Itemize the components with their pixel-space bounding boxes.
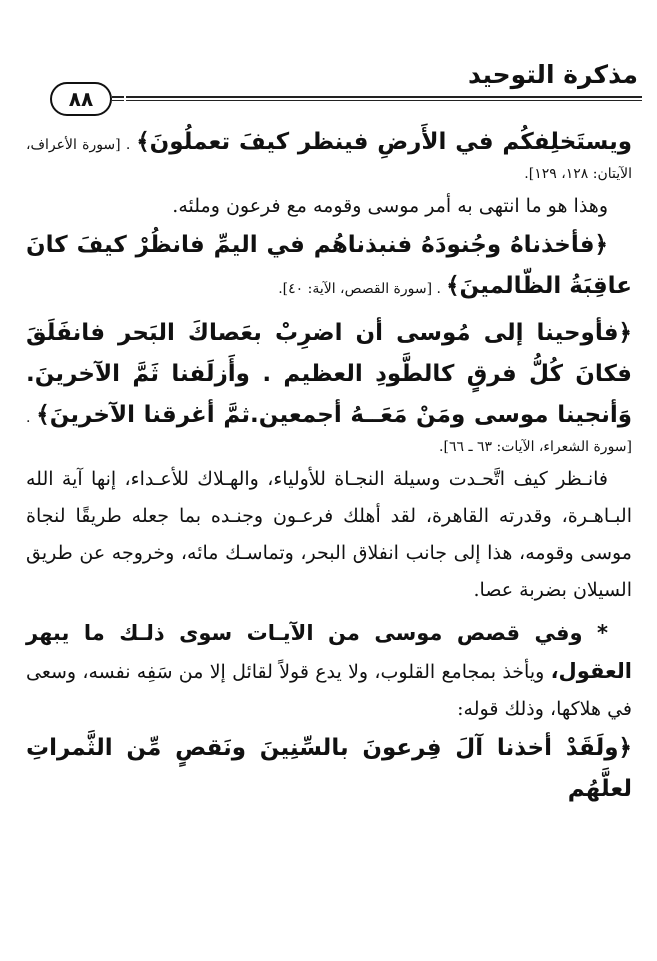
paragraph-3-lead: * وفي قصص موسى من الآيـات سوى ذلـك ما يبهر العقول، xyxy=(26,621,632,683)
verse-4-paragraph xyxy=(26,728,632,810)
verse-2-paragraph xyxy=(26,225,632,307)
quran-verse-4: ﴿ولَقَدْ أخذنا آلَ فِرعونَ بالسِّنِينَ ونَقصٍ مِّن الثَّمراتِ لعلَّهُم xyxy=(26,735,632,802)
page-number-badge xyxy=(50,82,112,116)
citation-1: . [سورة الأعراف، الآيتان: ١٢٨، ١٢٩]. xyxy=(26,137,632,182)
quran-verse-2: ﴿فأخذناهُ وجُنودَهُ فنبذناهُم في اليمِّ فانظُرْ كيفَ كانَ عاقِبَةُ الظّالمينَ﴾ xyxy=(26,232,632,299)
paragraph-2: فانـظر كيف اتَّحـدت وسيلة النجـاة للأولياء، والهـلاك للأعـداء، إنها آية الله البـاهـرة، وقدرته القاهرة، لقد أهلك فرعـون وجنـده بما جعله طريقًا لنجاة موسى وقومه، هذا إلى جانب انفلاق البحر، وتماسـك مائه، وخروجه عن طريق السيلان بضربة عصا. xyxy=(26,468,632,601)
book-title: مذكرة التوحيد xyxy=(468,60,638,89)
page-number: ٨٨ xyxy=(68,87,94,111)
citation-2: . [سورة القصص، الآية: ٤٠]. xyxy=(278,281,441,297)
quran-verse-1: ويستَخلِفكُم في الأَرضِ فينظر كيفَ تعملُونَ﴾ xyxy=(136,129,633,155)
paragraph-3 xyxy=(26,615,632,728)
page-header xyxy=(20,48,642,118)
quran-verse-3: ﴿فأوحينا إلى مُوسى أن اضرِبْ بعَصاكَ البَحر فانفَلَقَ فكانَ كُلُّ فرقٍ كالطَّودِ العظيم . وأَزلَفنا ثَمَّ الآخرينَ. وَأنجينا موسى ومَنْ مَعَــهُ أجمعين.ثمَّ أغرقنا الآخرينَ﴾ xyxy=(26,320,633,428)
citation-3: . [سورة الشعراء، الآيات: ٦٣ ـ ٦٦]. xyxy=(26,410,632,455)
paragraph-1: وهذا هو ما انتهى به أمر موسى وقومه مع فرعون وملئه. xyxy=(172,195,608,217)
header-rule-left xyxy=(112,96,124,101)
verse-3-paragraph xyxy=(26,313,632,455)
page-body xyxy=(26,122,632,810)
verse-1-paragraph xyxy=(26,122,632,182)
paragraph-3-text: ويأخذ بمجامع القلوب، ولا يدع قولاً لقائل إلا من سَفِه نفسه، وسعى في هلاكها، وذلك قوله: xyxy=(26,661,632,720)
header-rule xyxy=(126,96,642,101)
